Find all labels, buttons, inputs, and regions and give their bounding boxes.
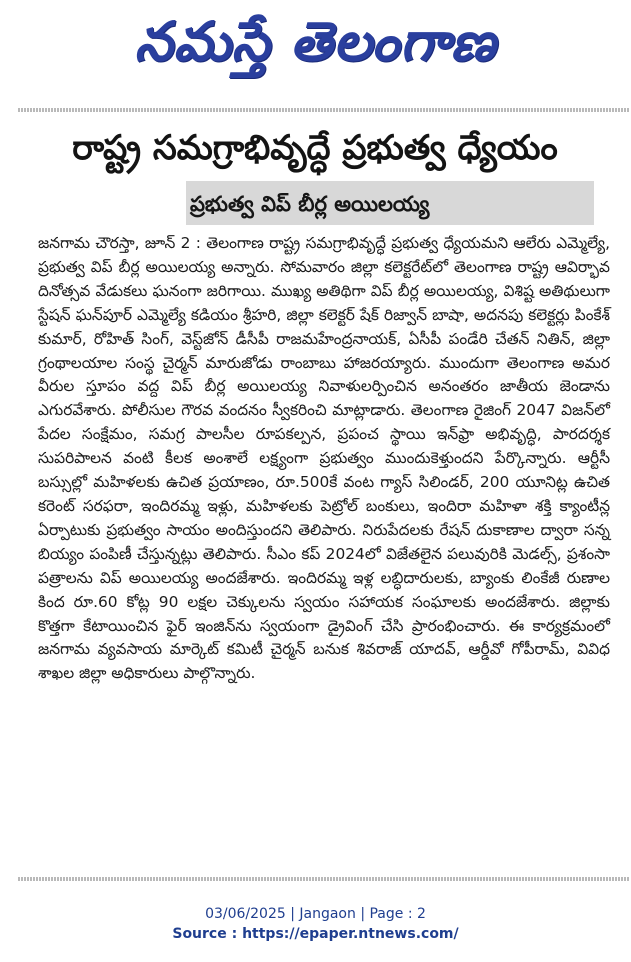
top-divider (18, 108, 630, 112)
article-headline: రాష్ట్ర సమగ్రాభివృద్ధే ప్రభుత్వ ధ్యేయం (72, 128, 558, 168)
bottom-divider (18, 877, 630, 881)
footer-dateline: 03/06/2025 | Jangaon | Page : 2 (205, 906, 426, 922)
newspaper-masthead: నమస్తే తెలంగాణ (134, 10, 497, 73)
footer-source: Source : https://epaper.ntnews.com/ (172, 926, 459, 942)
article-subheadline: ప్రభుత్వ విప్ బీర్ల అయిలయ్య (190, 192, 430, 216)
article-body: జనగామ చౌరస్తా, జూన్ 2 : తెలంగాణ రాష్ట్ర సమగ్రాభివృద్ధే ప్రభుత్వ ధ్యేయమని ఆలేరు ఎమ్మెల్యే, ప్రభుత్వ విప్ బీర్ల అయిలయ్య అన్నారు. సోమవారం జిల్లా కలెక్టరేట్‌లో తెలంగాణ రాష్ట్ర ఆవిర్భావ దినోత్సవ వేడుకలు ఘనంగా జరిగాయి. ముఖ్య అతిథిగా విప్ బీర్ల అయిలయ్య, విశిష్ట అతిథులుగా స్టేషన్ ఘన్‌పూర్ ఎమ్మెల్యే కడియం శ్రీహరి, జిల్లా కలెక్టర్ షేక్ రిజ్వాన్ బాషా, అదనపు కలెక్టర్లు పింకేశ్ కుమార్, రోహిత్ సింగ్, వెస్ట్‌జోన్ డీసీపీ రాజమహేంద్రనాయక్, ఏసీపీ పండేరి చేతన్ నితిన్, జిల్లా గ్రంథాలయాల సంస్థ చైర్మన్ మారుజోడు రాంబాబు హాజరయ్యారు. ముందుగా తెలంగాణ అమర వీరుల స్తూపం వద్ద విప్ బీర్ల అయిలయ్య నివాళులర్పించిన అనంతరం జాతీయ జెండాను ఎగురవేశారు. పోలీసుల గౌరవ వందనం స్వీకరించి మాట్లాడారు. తెలంగాణ రైజింగ్ 2047 విజన్‌లో పేదల సంక్షేమం, సమగ్ర పాలసీల రూపకల్పన, ప్రపంచ స్థాయి ఇన్‌ఫ్రా అభివృద్ధి, పారదర్శక సుపరిపాలన వంటి కీలక అంశాలే లక్ష్యంగా ప్రభుత్వం ముందుకెళ్తుందని పేర్కొన్నారు. ఆర్టీసీ బస్సుల్లో మహిళలకు ఉచిత ప్రయాణం, రూ.500కే వంట గ్యాస్ సిలిండర్, 200 యూనిట్ల ఉచిత కరెంట్ సరఫరా, ఇందిరమ్మ ఇళ్లు, మహిళలకు పెట్రోల్ బంకులు, ఇందిరా మహిళా శక్తి క్యాంటీన్ల ఏర్పాటుకు ప్రభుత్వం సాయం అందిస్తుందని తెలిపారు. నిరుపేదలకు రేషన్ దుకాణాల ద్వారా సన్న బియ్యం పంపిణీ చేస్తున్నట్లు తెలిపారు. సీఎం కప్ 2024లో విజేతలైన పలువురికి మెడల్స్, ప్రశంసా పత్రాలను విప్ అయిలయ్య అందజేశారు. ఇందిరమ్మ ఇళ్ల లబ్ధిదారులకు, బ్యాంకు లింకేజీ రుణాల కింద రూ.60 కోట్ల 90 లక్షల చెక్కులను స్వయం సహాయక సంఘాలకు అందజేశారు. జిల్లాకు కొత్తగా కేటాయించిన ఫైర్ ఇంజిన్‌ను స్వయంగా డ్రైవింగ్ చేసి ప్రారంభించారు. ఈ కార్యక్రమంలో జనగామ వ్యవసాయ మార్కెట్ కమిటీ చైర్మన్ బనుక శివరాజ్ యాదవ్, ఆర్డీవో గోపీరామ్, వివిధ శాఖల జిల్లా అధికారులు పాల్గొన్నారు. (38, 234, 610, 683)
